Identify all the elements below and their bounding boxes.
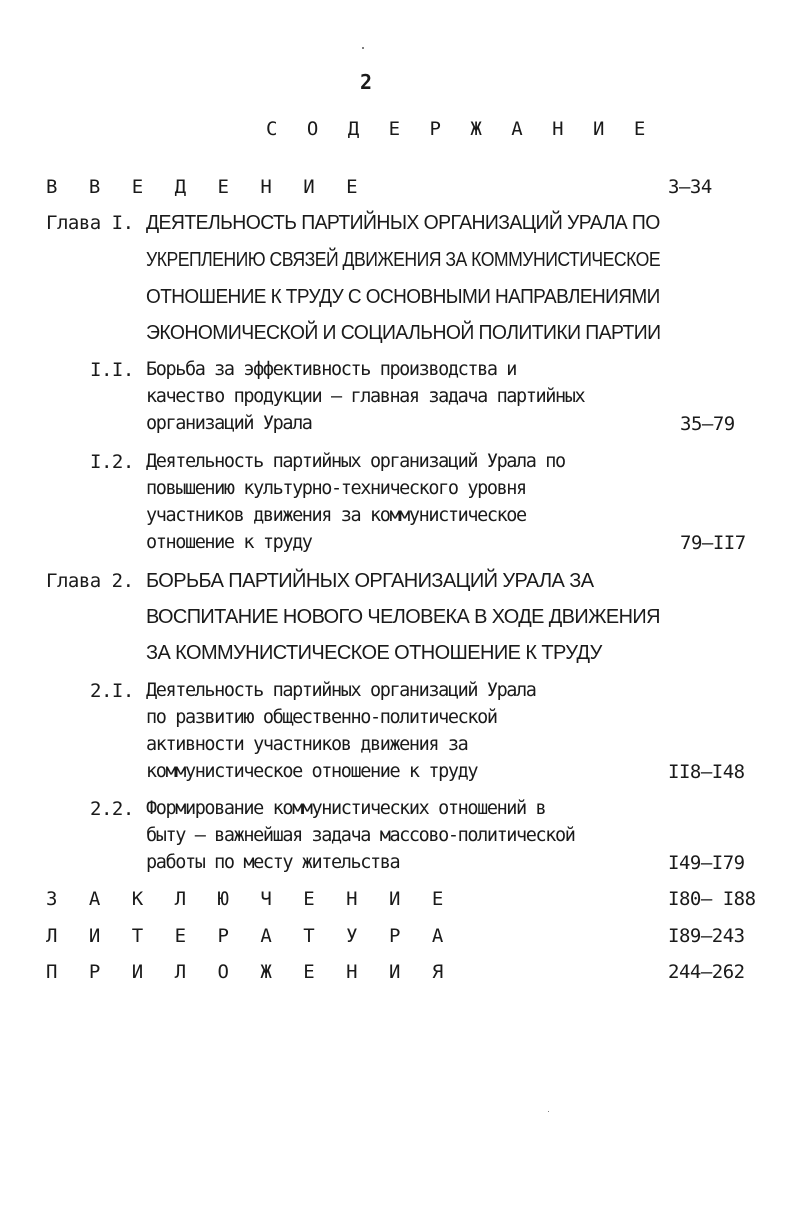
section-1-1-line: качество продукции – главная задача партийных: [146, 386, 585, 407]
section-2-1-pages: II8–I48: [668, 761, 745, 783]
section-1-1-number: I.I.: [90, 359, 134, 381]
conclusion-pages: I80– I88: [668, 888, 756, 910]
page-number: 2: [360, 70, 373, 94]
section-1-2-line: отношение к труду: [146, 532, 312, 553]
section-1-1-line: организаций Урала: [146, 413, 312, 434]
scan-speck: [548, 1111, 549, 1112]
literature-pages: I89–243: [668, 925, 745, 947]
intro-label: В В Е Д Е Н И Е: [46, 176, 368, 198]
section-2-2-line: Формирование коммунистических отношений в: [146, 798, 546, 819]
chapter-1-title-line: ДЕЯТЕЛЬНОСТЬ ПАРТИЙНЫХ ОРГАНИЗАЦИЙ УРАЛА ПО: [146, 212, 660, 234]
section-1-2-number: I.2.: [90, 451, 134, 473]
section-2-1-line: Деятельность партийных организаций Урала: [146, 680, 536, 701]
section-1-2-line: участников движения за коммунистическое: [146, 505, 526, 526]
section-2-2-pages: I49–I79: [668, 852, 745, 874]
section-2-1-line: по развитию общественно-политической: [146, 707, 497, 728]
section-1-2-line: Деятельность партийных организаций Урала по: [146, 451, 565, 472]
conclusion-label: З А К Л Ю Ч Е Н И Е: [46, 888, 454, 910]
section-1-2-pages: 79–II7: [680, 532, 746, 554]
appendices-pages: 244–262: [668, 961, 745, 983]
contents-title: С О Д Е Р Ж А Н И Е: [266, 118, 655, 140]
section-1-2-line: повышению культурно-технического уровня: [146, 478, 526, 499]
intro-pages: 3–34: [668, 176, 712, 198]
appendices-label: П Р И Л О Ж Е Н И Я: [46, 961, 454, 983]
section-2-1-number: 2.I.: [90, 680, 134, 702]
literature-label: Л И Т Е Р А Т У Р А: [46, 925, 454, 947]
section-2-2-number: 2.2.: [90, 798, 134, 820]
section-1-1-line: Борьба за эффективность производства и: [146, 359, 517, 380]
section-2-1-line: активности участников движения за: [146, 734, 468, 755]
chapter-1-title-line: ЭКОНОМИЧЕСКОЙ И СОЦИАЛЬНОЙ ПОЛИТИКИ ПАРТИИ: [146, 322, 661, 344]
chapter-1-title-line: УКРЕПЛЕНИЮ СВЯЗЕЙ ДВИЖЕНИЯ ЗА КОММУНИСТИЧЕСКОЕ: [146, 249, 661, 271]
chapter-2-label: Глава 2.: [46, 570, 134, 592]
section-1-1-pages: 35–79: [680, 413, 735, 435]
section-2-1-line: коммунистическое отношение к труду: [146, 761, 478, 782]
chapter-1-title-line: ОТНОШЕНИЕ К ТРУДУ С ОСНОВНЫМИ НАПРАВЛЕНИЯМИ: [146, 286, 660, 308]
chapter-2-title-line: БОРЬБА ПАРТИЙНЫХ ОРГАНИЗАЦИЙ УРАЛА ЗА: [146, 570, 594, 592]
section-2-2-line: быту – важнейшая задача массово-политической: [146, 825, 575, 846]
chapter-2-title-line: ВОСПИТАНИЕ НОВОГО ЧЕЛОВЕКА В ХОДЕ ДВИЖЕНИЯ: [146, 606, 660, 628]
chapter-2-title-line: ЗА КОММУНИСТИЧЕСКОЕ ОТНОШЕНИЕ К ТРУДУ: [146, 642, 602, 664]
chapter-1-label: Глава I.: [46, 212, 134, 234]
scan-speck: [362, 47, 364, 49]
section-2-2-line: работы по месту жительства: [146, 852, 400, 873]
